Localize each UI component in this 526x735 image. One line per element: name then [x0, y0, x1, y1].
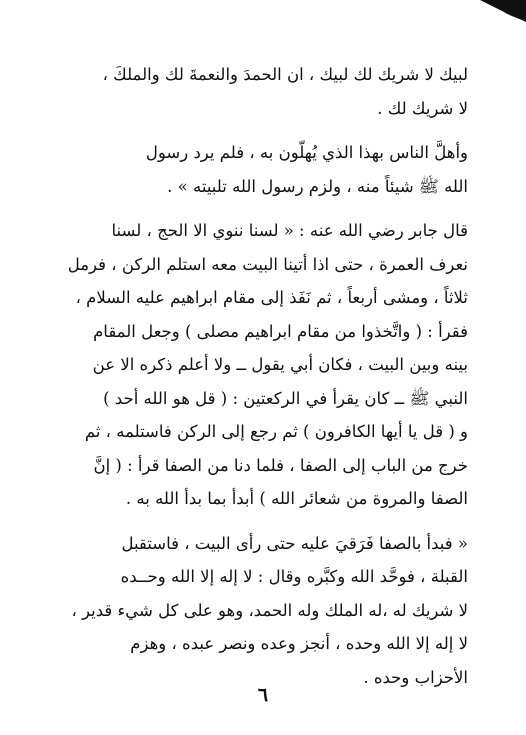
text-line: الله ﷺ شيئاً منه ، ولزم رسول الله تلبيته » .: [167, 176, 468, 196]
text-line: نعرف العمرة ، حتى اذا أتينا البيت معه استلم الركن ، فرمل: [67, 254, 468, 274]
text-line: وأهلَّ الناس بهذا الذي يُهلّون به ، فلم يرد رسول: [145, 143, 468, 162]
paragraph-jabir-narration: [60, 214, 468, 516]
page-number: ٦: [257, 684, 269, 706]
text-line: الصفا والمروة من شعائر الله ) أبدأ بما بدأ الله به .: [125, 489, 468, 508]
page-corner-mark: [480, 0, 526, 22]
text-line: « فبدأ بالصفا فَرَقيَ عليه حتى رأى البيت ، فاستقبل: [121, 533, 468, 553]
text-line: لبيك لا شريك لك لبيك ، ان الحمدَ والنعمةَ لك والملكَ ،: [102, 65, 468, 84]
text-line: قال جابر رضي الله عنه : « لسنا ننوي الا الحج ، لسنا: [111, 221, 468, 240]
text-line: خرج من الباب إلى الصفا ، فلما دنا من الصفا قرأ : ( إنَّ: [93, 455, 468, 475]
text-line: النبي ﷺ ــ كان يقرأ في الركعتين : ( قل هو الله أحد ): [103, 388, 468, 408]
text-line: و ( قل يا أيها الكافرون ) ثم رجع إلى الركن فاستلمه ، ثم: [84, 422, 468, 441]
text-line: لا شريك له ،له الملك وله الحمد، وهو على كل شيء قدير ،: [71, 600, 468, 620]
text-line: بينه وبين البيت ، فكان أبي يقول ــ ولا أعلم ذكره الا عن: [92, 355, 468, 374]
text-line: لا شريك لك .: [377, 98, 468, 118]
page-body: [60, 58, 468, 694]
text-line: فقرأ : ( واتَّخذوا من مقام ابراهيم مصلى ) وجعل المقام: [93, 321, 468, 341]
paragraph-people-ihlal: [60, 136, 468, 203]
paragraph-safa: [60, 527, 468, 695]
paragraph-talbiyah: [60, 58, 468, 125]
text-line: ثلاثاً ، ومشى أربعاً ، ثم نَفَذ إلى مقام ابراهيم عليه السلام ،: [75, 288, 468, 307]
text-line: الأحزاب وحده .: [363, 667, 468, 687]
text-line: لا إله إلا الله وحده ، أنجز وعده ونصر عبده ، وهزم: [130, 634, 468, 653]
text-line: القبلة ، فوحَّد الله وكبَّره وقال : لا إله إلا الله وحــده: [120, 567, 468, 586]
